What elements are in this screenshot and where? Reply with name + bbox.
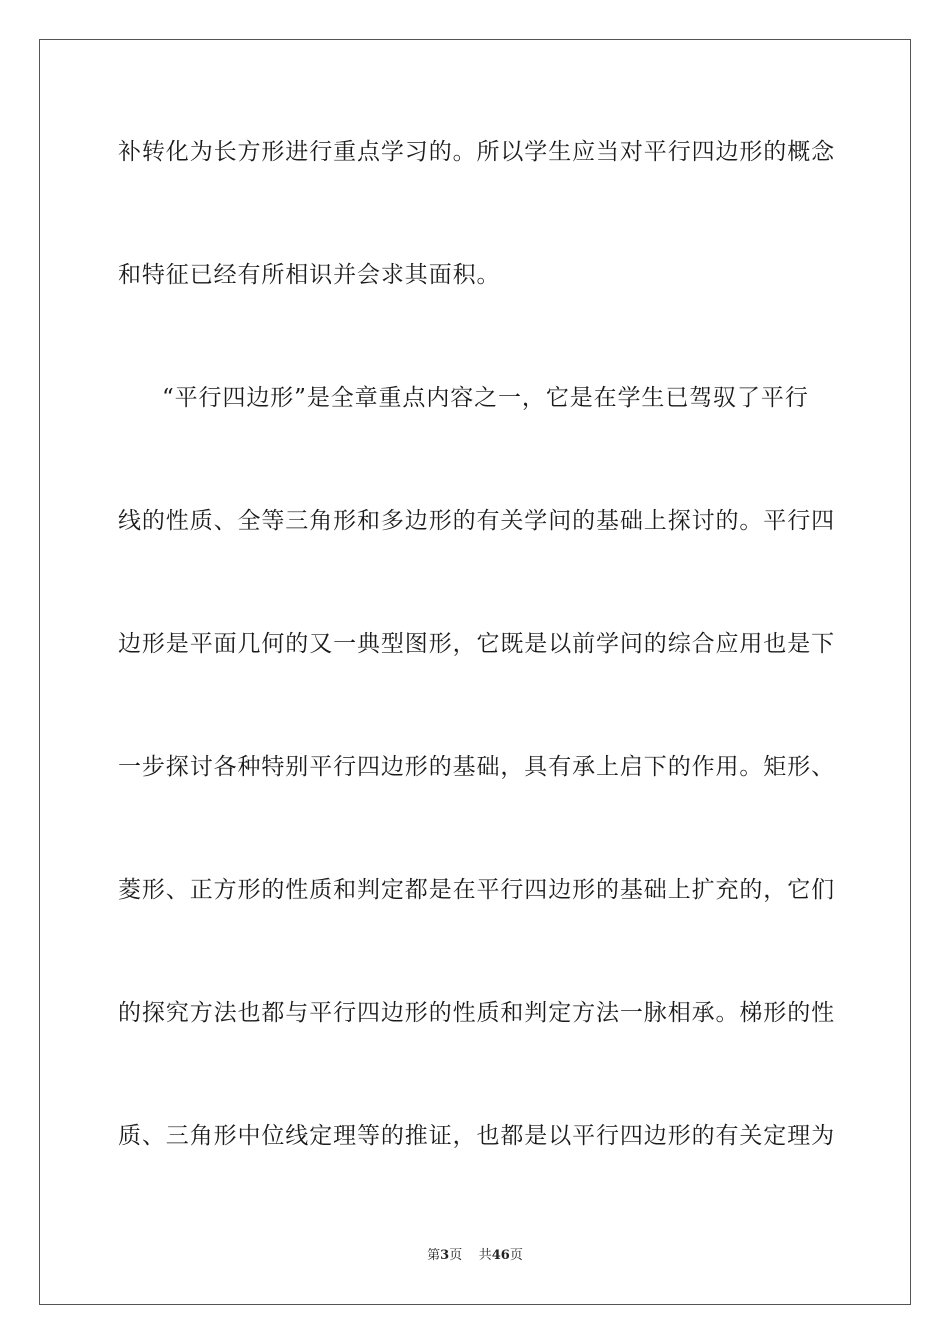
body-line-6: 一步探讨各种特别平行四边形的基础，具有承上启下的作用。矩形、 xyxy=(118,754,835,780)
footer-total-pages: 46 xyxy=(491,1248,510,1263)
footer-page-suffix: 页 xyxy=(449,1248,463,1263)
body-line-9: 质、三角形中位线定理等的推证，也都是以平行四边形的有关定理为 xyxy=(118,1123,835,1149)
body-line-2: 和特征已经有所相识并会求其面积。 xyxy=(118,262,501,288)
body-line-5: 边形是平面几何的又一典型图形，它既是以前学问的综合应用也是下 xyxy=(118,631,835,657)
page-border xyxy=(39,39,911,1305)
body-line-4: 线的性质、全等三角形和多边形的有关学问的基础上探讨的。平行四 xyxy=(118,508,835,534)
footer-page-prefix: 第 xyxy=(427,1248,441,1263)
footer-total-suffix: 页 xyxy=(509,1248,523,1263)
footer-total-prefix: 共 xyxy=(478,1248,492,1263)
body-line-3-paragraph-start: “平行四边形”是全章重点内容之一，它是在学生已驾驭了平行 xyxy=(162,385,809,411)
body-line-7: 菱形、正方形的性质和判定都是在平行四边形的基础上扩充的，它们 xyxy=(118,877,835,903)
body-line-8: 的探究方法也都与平行四边形的性质和判定方法一脉相承。梯形的性 xyxy=(118,1000,835,1026)
footer-page-number: 3 xyxy=(440,1248,450,1263)
body-line-1: 补转化为长方形进行重点学习的。所以学生应当对平行四边形的概念 xyxy=(118,139,835,165)
page-footer xyxy=(0,1247,950,1265)
